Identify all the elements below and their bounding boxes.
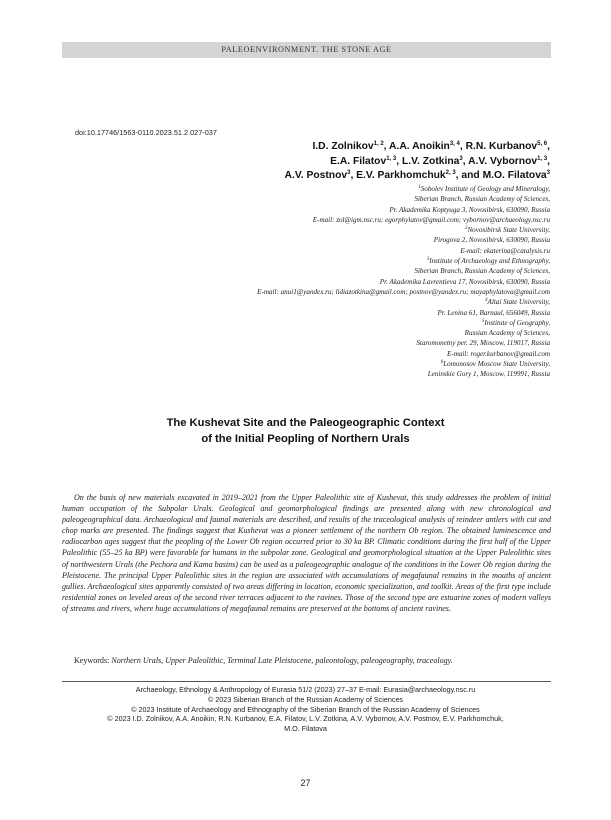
affiliation-text: E-mail: anui1@yandex.ru; lidiazotkina@gmail.com; postnov@yandex.ru; mayaphylatova@gmail.com — [257, 287, 550, 296]
affiliation-line — [80, 184, 550, 194]
keywords-text: Northern Urals, Upper Paleolithic, Terminal Late Pleistocene, paleontology, paleogeography, traceology. — [111, 656, 453, 665]
copyright-line: © 2023 Siberian Branch of the Russian Academy of Sciences — [207, 694, 404, 704]
running-header: PALEOENVIRONMENT. THE STONE AGE — [62, 42, 551, 58]
affiliation-text: E-mail: ekaterina@catalysis.ru — [460, 246, 550, 255]
author-affiliation-ref: 3 — [546, 170, 550, 176]
affiliation-line — [80, 215, 550, 225]
affiliation-text: Siberian Branch, Russian Academy of Sciences, — [414, 195, 550, 204]
author-separator: , — [383, 141, 390, 152]
affiliation-number: 5 — [481, 318, 485, 324]
affiliation-line — [80, 256, 550, 266]
author-separator: , and — [455, 170, 483, 181]
affiliation-text: Lomonosov Moscow State University, — [443, 360, 550, 369]
author-affiliation-ref: 1, 3 — [386, 155, 397, 162]
author-name: E.A. Filatov — [330, 155, 387, 167]
affiliation-line — [80, 194, 550, 204]
affiliation-text: Sobolev Institute of Geology and Mineralogy, — [420, 185, 550, 193]
abstract: On the basis of new materials excavated in 2019–2021 from the Upper Paleolithic site of Kushevat, this study addresses the problem of initial human occupation of the Subpolar Urals. Geological and geomorphological findings are presented along with new chronological and paleogeographical data. Archaeological and faunal materials are described, and results of the traceological analysis of reindeer antlers with cut and chop marks are presented. The findings suggest that Kushevat was a pioneer settlement of the northern Ob region. The obtained luminescence and radiocarbon ages suggest that the peopling of the Lower Ob region occurred prior to 30 ka BP. Climatic conditions during the first half of the Upper Paleolithic (55–25 ka BP) were favorable for humans in the subpolar zone. Geological and geomorphological situation at the Upper Paleolithic sites of northwestern Urals (the Pechora and Kama basins) can be used as a paleogeographic analogue of the conditions in the Lower Ob region during the Pleistocene. The principal Upper Paleolithic sites in the region are associated with accumulations of megafaunal remains in the mouths of ancient gullies. Archaeological sites apparently consisted of two areas differing in location, economic specialization, and toolkit. Areas of the first type include residential zones on leveled areas of the second river terraces adjacent to the ravines. Those of the second type are estuarine zones of modern valleys of streams and rivers, where huge accumulations of megafaunal remains are preserved at the bottoms of ancient ravines. — [62, 493, 551, 613]
affiliation-number: 3 — [426, 257, 430, 263]
affiliation-line — [80, 246, 550, 256]
affiliations — [80, 184, 550, 380]
author-name: M.O. Filatova — [482, 170, 547, 181]
affiliation-line — [80, 277, 550, 287]
copyright-line: M.O. Filatova — [284, 724, 327, 734]
author-separator: , — [547, 155, 550, 167]
author-affiliation-ref: 3 — [347, 170, 351, 176]
affiliation-line — [80, 287, 550, 297]
author-name: A.V. Postnov — [284, 170, 348, 181]
keywords-label: Keywords: — [74, 656, 112, 665]
author-separator: , — [459, 141, 466, 152]
affiliation-line — [80, 328, 550, 338]
doi: doi:10.17746/1563-0110.2023.51.2.027-037 — [75, 128, 217, 137]
affiliation-text: Institute of Geography, — [484, 318, 550, 327]
affiliation-text: E-mail: roger.kurbanov@gmail.com — [447, 349, 550, 358]
author-separator: , — [547, 141, 550, 152]
article-title-line-1: The Kushevat Site and the Paleogeographic Context — [166, 417, 445, 429]
affiliation-line — [80, 349, 550, 359]
affiliation-text: Altai State University, — [487, 298, 550, 307]
author-line — [80, 169, 550, 184]
author-affiliation-ref: 2, 3 — [445, 170, 456, 176]
copyright-line: © 2023 I.D. Zolnikov, A.A. Anoikin, R.N. Kurbanov, E.A. Filatov, L.V. Zotkina, A.V. Vybornov, A.V. Postnov, E.V. Parkhomchuk, — [107, 714, 504, 724]
author-separator: , — [350, 170, 357, 181]
affiliation-text: Siberian Branch, Russian Academy of Sciences, — [414, 267, 550, 276]
author-list — [80, 140, 550, 184]
journal-citation: Archaeology, Ethnology & Anthropology of Eurasia 51/2 (2023) 27–37 E-mail: Eurasia@archaeology.nsc.ru — [135, 685, 476, 694]
affiliation-line — [80, 318, 550, 328]
affiliation-text: Leninskie Gory 1, Moscow, 119991, Russia — [427, 370, 550, 379]
footer — [40, 685, 571, 734]
affiliation-text: Pr. Akademika Koptyuga 3, Novosibirsk, 630090, Russia — [389, 205, 550, 214]
affiliation-text: Novosibirsk State University, — [467, 226, 550, 235]
keywords — [62, 655, 551, 666]
article-title — [40, 416, 571, 447]
author-line — [80, 155, 550, 170]
affiliation-line — [80, 359, 550, 369]
author-name: A.V. Vybornov — [468, 155, 538, 167]
affiliation-number: 2 — [465, 226, 468, 232]
author-affiliation-ref: 5, 6 — [537, 141, 548, 147]
affiliation-line — [80, 297, 550, 307]
author-affiliation-ref: 3 — [459, 155, 463, 162]
affiliation-line — [80, 308, 550, 318]
affiliation-number: 6 — [440, 360, 444, 366]
affiliation-number: 4 — [485, 298, 488, 304]
author-name: I.D. Zolnikov — [312, 141, 374, 152]
author-name: E.V. Parkhomchuk — [356, 170, 446, 181]
page-number: 27 — [300, 778, 311, 788]
affiliation-line — [80, 225, 550, 235]
affiliation-line — [80, 235, 550, 245]
affiliation-text: Pirogova 2, Novosibirsk, 630090, Russia — [433, 236, 550, 245]
author-affiliation-ref: 1, 2 — [373, 141, 384, 147]
author-line — [80, 140, 550, 155]
author-name: R.N. Kurbanov — [465, 141, 538, 152]
affiliation-number: 1 — [418, 185, 421, 190]
author-separator: , — [462, 155, 469, 167]
affiliation-text: Pr. Lenina 61, Barnaul, 656049, Russia — [437, 308, 550, 317]
affiliation-text: Pr. Akademika Lavrentieva 17, Novosibirsk, 630090, Russia — [379, 277, 550, 286]
author-name: L.V. Zotkina — [401, 155, 460, 167]
affiliation-line — [80, 266, 550, 276]
affiliation-line — [80, 205, 550, 215]
affiliation-text: Staromonetny per. 29, Moscow, 119017, Russia — [416, 339, 550, 348]
article-title-line-2: of the Initial Peopling of Northern Urals — [201, 432, 410, 445]
affiliation-line — [80, 369, 550, 379]
affiliation-text: Russian Academy of Sciences, — [464, 329, 550, 338]
author-separator: , — [396, 155, 402, 167]
affiliation-text: Institute of Archaeology and Ethnography, — [429, 257, 550, 266]
affiliation-line — [80, 338, 550, 348]
author-affiliation-ref: 3, 4 — [449, 141, 460, 147]
author-name: A.A. Anoikin — [389, 141, 450, 152]
footer-divider — [62, 681, 551, 682]
affiliation-text: E-mail: zol@igm.nsc.ru; egorphylatov@gmail.com; vybornov@archaeology.nsc.ru — [312, 215, 550, 224]
author-affiliation-ref: 1, 3 — [537, 155, 548, 162]
copyright-line: © 2023 Institute of Archaeology and Ethnography of the Siberian Branch of the Russian Academy of Sciences — [131, 704, 480, 714]
